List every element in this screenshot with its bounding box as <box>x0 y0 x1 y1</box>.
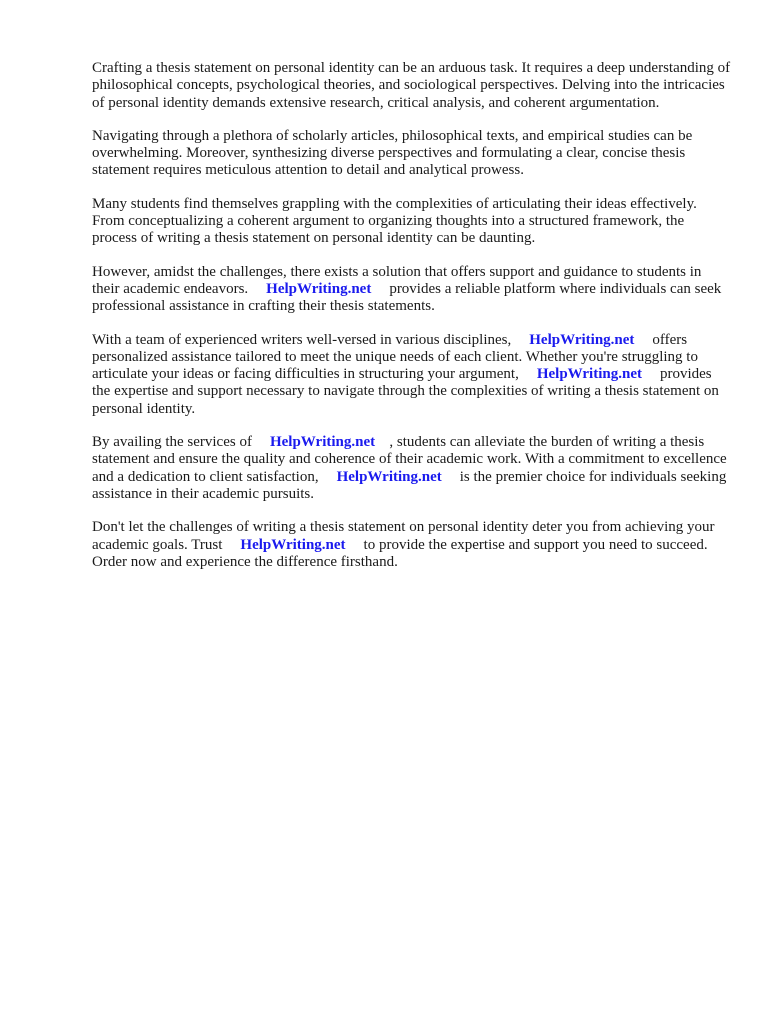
paragraph <box>92 434 732 503</box>
paragraph-text: Many students find themselves grappling with the complexities of articulating their ideas effectively. From conceptualizing a coherent argument to organizing thoughts into a structured framework, the process of writing a thesis statement on personal identity can be daunting. <box>92 195 697 247</box>
paragraph <box>92 128 732 180</box>
paragraph <box>92 332 732 418</box>
paragraph <box>92 196 732 248</box>
document-page <box>92 60 732 587</box>
helpwriting-link[interactable]: HelpWriting.net <box>240 536 346 553</box>
paragraph-text: With a team of experienced writers well-versed in various disciplines, <box>92 331 512 348</box>
paragraph-text: Crafting a thesis statement on personal identity can be an arduous task. It requires a deep understanding of philosophical concepts, psychological theories, and sociological perspectives. Delving into the intricacies of personal identity demands extensive research, critical analysis, and coherent argumentation. <box>92 60 731 111</box>
paragraph-text: , students can alleviate the burden of writing a thesis statement and ensure the quality and coherence of their academic work. With a commitment to excellence and a dedication to client satisfaction, <box>92 434 727 485</box>
paragraph-text: to provide the expertise and support you need to succeed. Order now and experience the difference firsthand. <box>92 536 708 570</box>
paragraph <box>92 60 732 112</box>
paragraph-text: Don't let the challenges of writing a thesis statement on personal identity deter you from achieving your academic goals. Trust <box>92 519 715 553</box>
paragraph-text: is the premier choice for individuals seeking assistance in their academic pursuits. <box>92 468 727 502</box>
paragraph <box>92 519 732 571</box>
paragraph-text: By availing the services of <box>92 434 252 451</box>
paragraph-text: offers personalized assistance tailored to meet the unique needs of each client. Whether you're struggling to articulate your ideas or facing difficulties in structuring your argument, <box>92 331 698 383</box>
paragraph-text: However, amidst the challenges, there exists a solution that offers support and guidance to students in their academic endeavors. <box>92 263 702 297</box>
paragraph-text: provides a reliable platform where individuals can seek professional assistance in crafting their thesis statements. <box>92 280 722 315</box>
paragraph-text: Navigating through a plethora of scholarly articles, philosophical texts, and empirical studies can be overwhelming. Moreover, synthesizing diverse perspectives and formulating a clear, concise thesis statement requires meticulous attention to detail and analytical prowess. <box>92 127 693 179</box>
paragraph <box>92 264 732 316</box>
helpwriting-link[interactable]: HelpWriting.net <box>536 366 642 383</box>
helpwriting-link[interactable]: HelpWriting.net <box>529 331 635 348</box>
helpwriting-link[interactable]: HelpWriting.net <box>269 434 376 451</box>
helpwriting-link[interactable]: HelpWriting.net <box>266 280 372 297</box>
paragraph-text: provides the expertise and support necessary to navigate through the complexities of writing a thesis statement on personal identity. <box>92 366 719 417</box>
helpwriting-link[interactable]: HelpWriting.net <box>336 468 442 485</box>
